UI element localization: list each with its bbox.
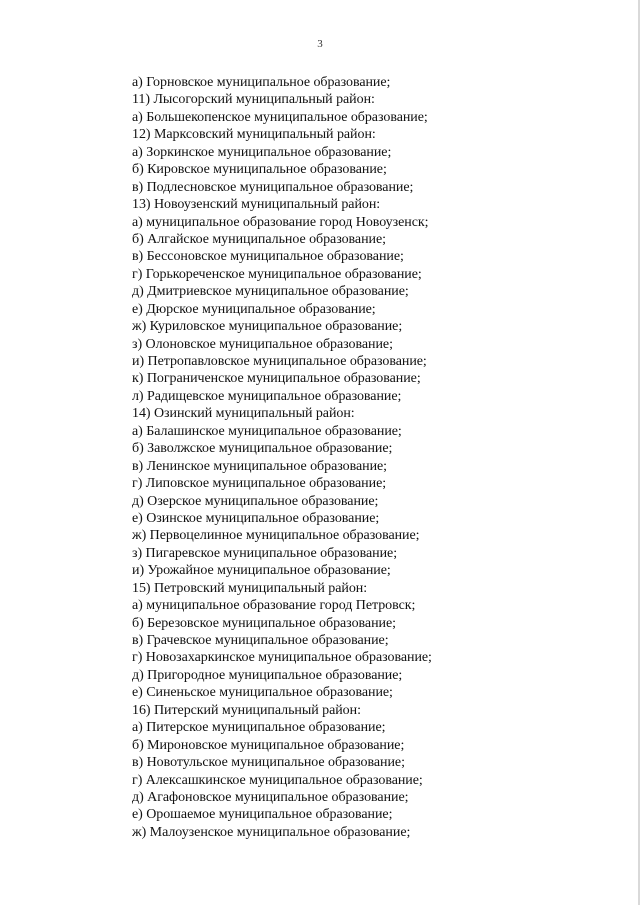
list-line: в) Грачевское муниципальное образование; [132, 633, 389, 648]
list-line: ж) Куриловское муниципальное образование; [132, 319, 403, 335]
list-line: ж) Первоцелинное муниципальное образование; [132, 528, 420, 544]
list-line: а) Большекопенское муниципальное образование; [132, 109, 428, 125]
list-line: л) Радищевское муниципальное образование; [132, 388, 402, 404]
list-line: в) Новотульское муниципальное образование; [132, 755, 405, 771]
list-line: 15) Петровский муниципальный район: [132, 580, 368, 596]
list-line: ж) Малоузенское муниципальное образование; [132, 824, 411, 840]
list-line: е) Дюрское муниципальное образование; [132, 301, 376, 317]
list-line: и) Урожайное муниципальное образование; [132, 563, 391, 579]
list-line: в) Ленинское муниципальное образование; [132, 458, 388, 474]
list-line: а) Горновское муниципальное образование; [132, 75, 391, 90]
list-line: а) муниципальное образование город Петровск; [132, 598, 416, 614]
list-line: а) Питерское муниципальное образование; [132, 720, 386, 736]
list-line: з) Олоновское муниципальное образование; [132, 336, 393, 352]
list-line: е) Орошаемое муниципальное образование; [132, 807, 393, 823]
list-line: 14) Озинский муниципальный район: [132, 406, 355, 422]
list-line: а) муниципальное образование город Новоузенск; [132, 214, 429, 230]
list-line: з) Пигаревское муниципальное образование; [132, 545, 398, 561]
list-line: 16) Питерский муниципальный район: [132, 702, 361, 718]
list-line: г) Алексашкинское муниципальное образование; [132, 772, 423, 788]
list-line: д) Агафоновское муниципальное образование; [132, 789, 409, 805]
list-line: б) Заволжское муниципальное образование; [132, 441, 393, 457]
list-line: б) Кировское муниципальное образование; [132, 162, 387, 178]
list-line: г) Новозахаркинское муниципальное образование; [132, 650, 432, 666]
list-line: г) Горькореченское муниципальное образование; [132, 266, 422, 282]
list-line: д) Озерское муниципальное образование; [132, 493, 379, 509]
list-line: к) Пограниченское муниципальное образование; [132, 371, 421, 387]
list-line: а) Зоркинское муниципальное образование; [132, 144, 392, 160]
list-line: е) Озинское муниципальное образование; [132, 510, 380, 526]
list-line: г) Липовское муниципальное образование; [132, 476, 387, 492]
list-line: б) Алгайское муниципальное образование; [132, 231, 386, 247]
list-line: б) Мироновское муниципальное образование; [132, 737, 405, 753]
page-number: 3 [317, 38, 323, 50]
list-line: 13) Новоузенский муниципальный район: [132, 197, 381, 213]
list-line: а) Балашинское муниципальное образование; [132, 423, 402, 439]
list-line: е) Синеньское муниципальное образование; [132, 685, 393, 701]
list-line: д) Дмитриевское муниципальное образование; [132, 284, 409, 300]
list-line: и) Петропавловское муниципальное образование; [132, 354, 427, 369]
list-line: 11) Лысогорский муниципальный район: [132, 92, 375, 108]
list-line: в) Бессоновское муниципальное образование; [132, 249, 404, 265]
list-line: д) Пригородное муниципальное образование; [132, 667, 403, 683]
list-line: б) Березовское муниципальное образование; [132, 615, 396, 631]
municipal-list [132, 74, 432, 841]
list-line: в) Подлесновское муниципальное образование; [132, 179, 414, 195]
list-line: 12) Марксовский муниципальный район: [132, 127, 376, 143]
